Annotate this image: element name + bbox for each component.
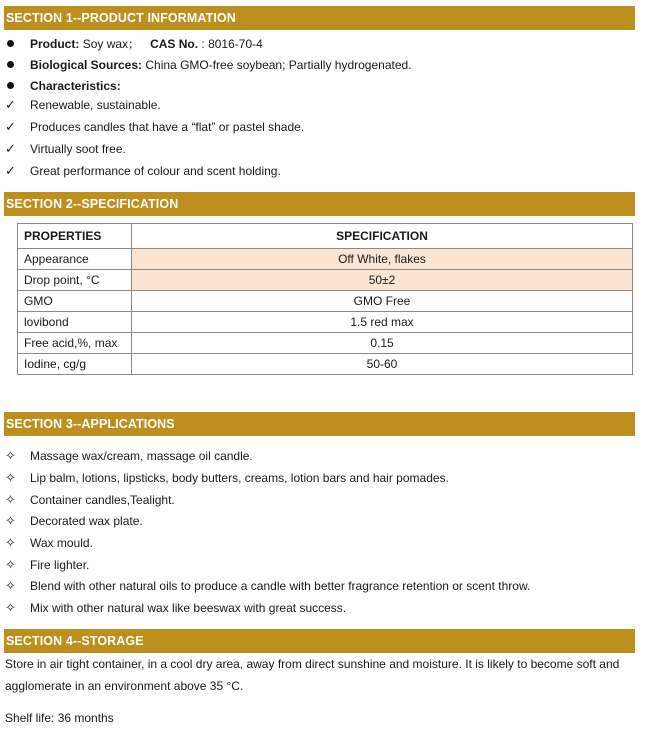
- table-row: Iodine, cg/g 50-60: [18, 354, 633, 375]
- shelf-life-text: Shelf life: 36 months: [5, 711, 114, 725]
- cas-value: : 8016-70-4: [201, 37, 263, 51]
- bio-value: China GMO-free soybean; Partially hydrogenated.: [145, 58, 412, 72]
- four-point-star-icon: ✧: [5, 578, 16, 593]
- check-icon: ✓: [5, 163, 16, 178]
- four-point-star-icon: ✧: [5, 535, 16, 550]
- biological-sources-line: [5, 55, 412, 75]
- bio-label: Biological Sources:: [30, 58, 143, 72]
- section-4-header: SECTION 4--STORAGE: [4, 629, 635, 653]
- characteristics-label: Characteristics:: [30, 79, 121, 93]
- table-row: GMO GMO Free: [18, 291, 633, 312]
- section-2-header: SECTION 2--SPECIFICATION: [4, 192, 635, 216]
- table-row: Drop point, °C 50±2: [18, 270, 633, 291]
- four-point-star-icon: ✧: [5, 600, 16, 615]
- product-line: [5, 34, 263, 54]
- table-row: lovibond 1.5 red max: [18, 312, 633, 333]
- specification-table: [17, 223, 633, 375]
- product-label: Product:: [30, 37, 80, 51]
- four-point-star-icon: ✧: [5, 470, 16, 485]
- table-header-specification: SPECIFICATION: [132, 224, 633, 249]
- table-row: Appearance Off White, flakes: [18, 249, 633, 270]
- four-point-star-icon: ✧: [5, 513, 16, 528]
- cas-label: CAS No.: [150, 37, 199, 51]
- bullet-icon: [7, 82, 14, 89]
- bullet-icon: [7, 40, 14, 47]
- characteristics-line: [5, 76, 121, 96]
- table-row: Free acid,%, max 0.15: [18, 333, 633, 354]
- four-point-star-icon: ✧: [5, 557, 16, 572]
- table-header-row: [18, 224, 633, 249]
- section-1-header: SECTION 1--PRODUCT INFORMATION: [4, 6, 635, 30]
- four-point-star-icon: ✧: [5, 492, 16, 507]
- four-point-star-icon: ✧: [5, 448, 16, 463]
- check-icon: ✓: [5, 141, 16, 156]
- check-icon: ✓: [5, 119, 16, 134]
- section-3-header: SECTION 3--APPLICATIONS: [4, 412, 635, 436]
- check-icon: ✓: [5, 97, 16, 112]
- bullet-icon: [7, 61, 14, 68]
- product-value: Soy wax；: [82, 37, 141, 51]
- storage-text: Store in air tight container, in a cool dry area, away from direct sunshine and moisture. It is likely to become soft and agglomerate in an environment above 35 °C.: [5, 657, 620, 693]
- table-header-properties: PROPERTIES: [18, 224, 132, 249]
